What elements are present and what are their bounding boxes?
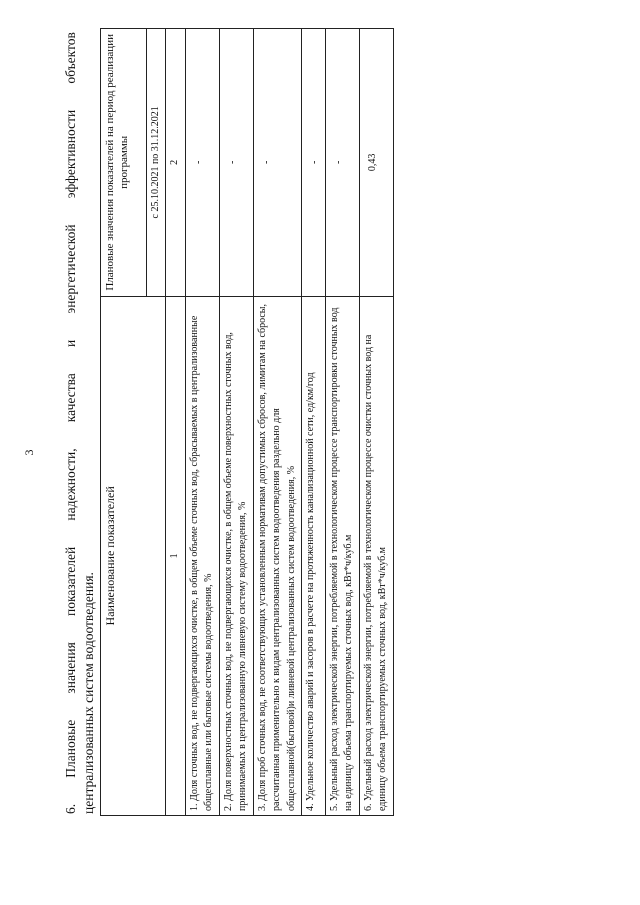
heading-word: значения (63, 642, 78, 694)
indicator-value: 0,43 (366, 153, 378, 172)
heading-word: объектов (63, 32, 78, 84)
heading-line-2: централизованных систем водоотведения. (81, 572, 96, 814)
heading-word: и (63, 339, 78, 348)
table-row (185, 29, 219, 816)
indicator-name: 4. Удельное количество аварий и засоров в расчете на протяженность канализационной сети, ед/км/год (302, 296, 326, 815)
heading-line-1 (62, 32, 80, 814)
heading-word: эффективности (63, 109, 78, 199)
indicators-table (100, 28, 394, 816)
table-column-number-row (166, 29, 186, 816)
heading-word: надежности, (63, 448, 78, 521)
table-row (219, 29, 253, 816)
table-header-row (101, 29, 147, 816)
header-indicator-name: Наименование показателей (101, 296, 166, 815)
indicator-value: - (332, 160, 344, 165)
table-row (253, 29, 302, 816)
indicator-value: - (226, 160, 238, 165)
table-row (302, 29, 326, 816)
indicator-name: 2. Доля поверхностных сточных вод, не подвергающихся очистке, в общем объеме поверхностных сточных вод, принимаемых в централизованную ливневую систему водоотведения, % (219, 296, 253, 815)
header-plan-values: Плановые значения показателей на период реализации программы (101, 29, 147, 297)
heading-word: энергетической (63, 224, 78, 314)
column-number-1: 1 (166, 296, 186, 815)
heading-word: 6. (63, 803, 78, 814)
header-period: с 25.10.2021 по 31.12.2021 (146, 29, 166, 297)
heading-word: качества (63, 373, 78, 423)
indicator-value: - (260, 160, 272, 165)
indicator-name: 1. Доля сточных вод, не подвергающихся очистке, в общем объеме сточных вод, сбрасываемых в централизованные общесплавные или бытовые системы водоотведения, % (185, 296, 219, 815)
indicator-value: - (309, 160, 320, 165)
section-heading (62, 32, 98, 814)
indicator-name: 5. Удельный расход электрической энергии, потребляемой в технологическом процессе транспортировки сточных вод на единицу объема транспортируемых сточных вод, кВт*ч/куб.м (325, 296, 359, 815)
indicator-value: - (192, 160, 204, 165)
heading-word: показателей (63, 546, 78, 616)
column-number-2: 2 (166, 29, 186, 297)
indicator-name: 6. Удельный расход электрической энергии, потребляемой в технологическом процессе очистки сточных вод на единицу объема транспортируемых сточных вод, кВт*ч/куб.м (359, 296, 393, 815)
heading-word: Плановые (63, 719, 78, 778)
page-number: 3 (22, 449, 36, 456)
indicator-name: 3. Доля проб сточных вод, не соответствующих установленным нормативам допустимых сбросов, лимитам на сбросы, рассчитанная применительно к видам централизованных систем водоотведения раздельно для общесплавной(бытовой)и ливневой централизованных систем водоотведения, % (253, 296, 302, 815)
table-row (359, 29, 393, 816)
table-row (325, 29, 359, 816)
